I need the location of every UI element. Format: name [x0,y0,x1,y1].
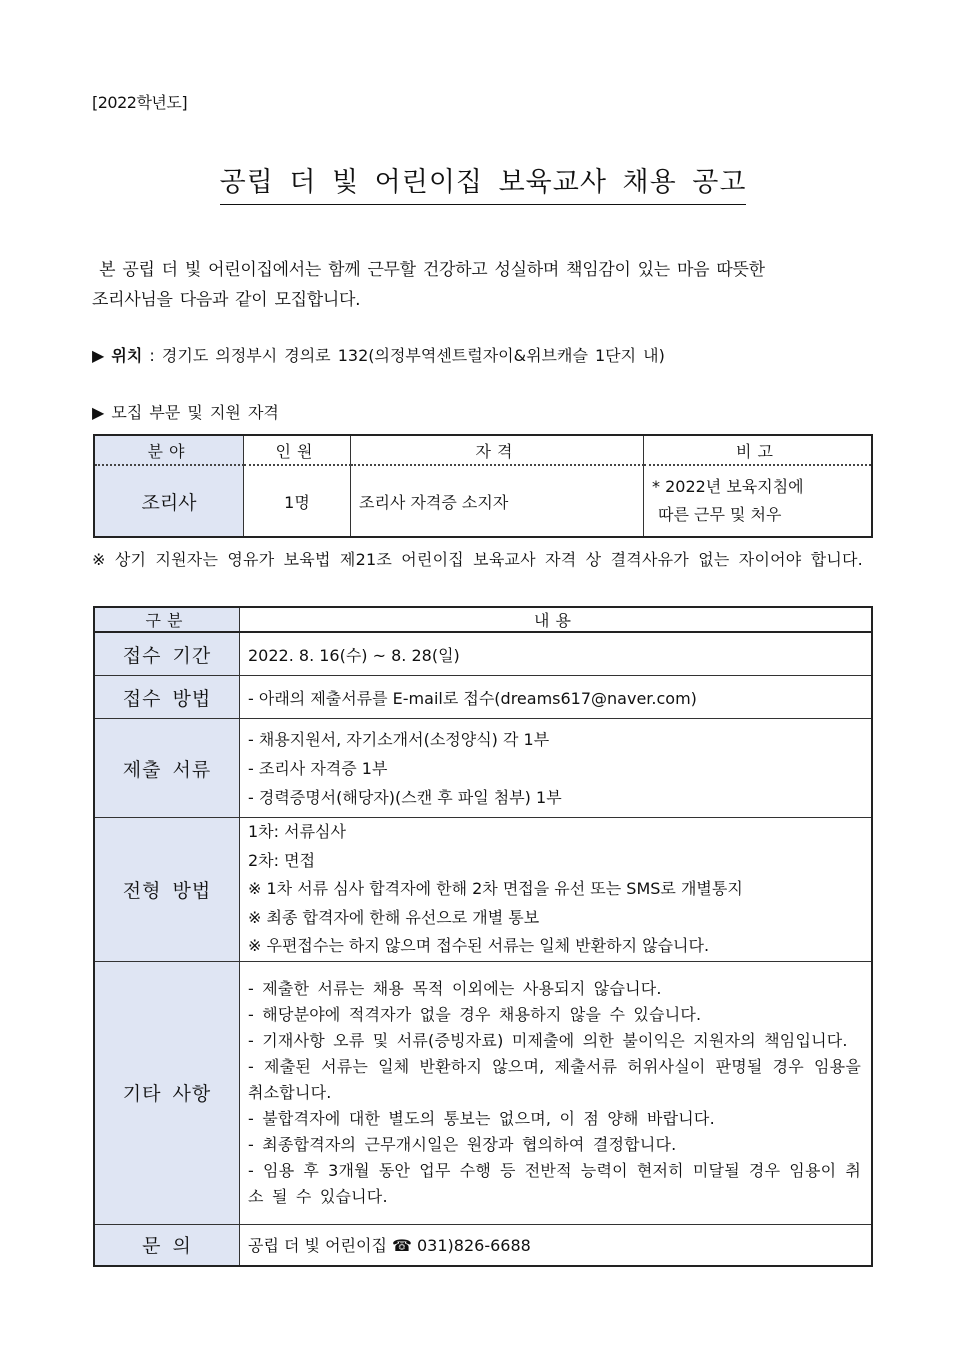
header-count: 인원 [244,435,351,465]
period-label: 접수 기간 [94,632,240,676]
location-line [92,343,665,366]
other-item: - 최종합격자의 근무개시일은 원장과 협의하여 결정합니다. [248,1134,677,1154]
cell-note [644,465,873,537]
other-value [240,961,873,1224]
intro-line-1: 본 공립 더 빛 어린이집에서는 함께 근무할 건강하고 성실하며 책임감이 있는 마음 따뜻한 [99,260,765,280]
recruit-heading-text: 모집 부문 및 지원 자격 [111,403,279,422]
method-value: - 아래의 제출서류를 E-mail로 접수(dreams617@naver.com) [240,676,873,719]
location-label: 위치 [111,346,143,365]
selection-item: 1차: 서류심사 [248,822,346,841]
info-table [93,606,873,1267]
other-item: - 불합격자에 대한 별도의 통보는 없으며, 이 점 양해 바랍니다. [248,1108,715,1128]
selection-label: 전형 방법 [94,818,240,962]
selection-item: ※ 최종 합격자에 한해 유선으로 개별 통보 [248,907,540,927]
note-line-1: * 2022년 보육지침에 [652,477,804,496]
other-item: - 임용 후 3개월 동안 업무 수행 등 전반적 능력이 현저히 미달될 경우 임용이 취소 될 수 있습니다. [248,1160,861,1206]
note-line-2: 따른 근무 및 처우 [658,505,782,524]
header-content: 내용 [240,607,873,632]
document-item: - 채용지원서, 자기소개서(소정양식) 각 1부 [248,729,550,749]
page-title-text: 공립 더 빛 어린이집 보육교사 채용 공고 [220,167,747,205]
document-item: - 경력증명서(해당자)(스캔 후 파일 첨부) 1부 [248,787,562,807]
intro-line-2: 조리사님을 다음과 같이 모집합니다. [92,290,361,310]
other-item: - 기재사항 오류 및 서류(증빙자료) 미제출에 의한 불이익은 지원자의 책임입니다. [248,1030,848,1050]
row-selection [94,818,872,962]
intro-paragraph [92,255,872,315]
selection-item: ※ 1차 서류 심사 합격자에 한해 2차 면접을 유선 또는 SMS로 개별통지 [248,879,743,898]
contact-label: 문 의 [94,1224,240,1266]
other-item: - 해당분야에 적격자가 없을 경우 채용하지 않을 수 있습니다. [248,1004,702,1024]
other-label: 기타 사항 [94,961,240,1224]
method-label: 접수 방법 [94,676,240,719]
recruit-table-row [94,465,872,537]
period-value: 2022. 8. 16(수) ~ 8. 28(일) [240,632,873,676]
selection-item: ※ 우편접수는 하지 않으며 접수된 서류는 일체 반환하지 않습니다. [248,936,710,955]
triangle-marker-icon: ▶ [92,403,105,422]
info-table-header [94,607,872,632]
cell-qualification: 조리사 자격증 소지자 [351,465,644,537]
location-separator: : [149,346,155,365]
recruit-table [93,434,873,538]
contact-value: 공립 더 빛 어린이집 ☎ 031)826-6688 [240,1224,873,1266]
row-contact [94,1224,872,1266]
recruit-table-header [94,435,872,465]
document-item: - 조리사 자격증 1부 [248,758,388,778]
header-field: 분야 [94,435,244,465]
recruit-section-heading [92,400,279,423]
header-note: 비고 [644,435,873,465]
documents-value [240,719,873,818]
row-method [94,676,872,719]
documents-label: 제출 서류 [94,719,240,818]
row-period [94,632,872,676]
year-label: [2022학년도] [92,93,188,112]
selection-value [240,818,873,962]
triangle-marker-icon: ▶ [92,346,105,365]
location-value: 경기도 의정부시 경의로 132(의정부역센트럴자이&위브캐슬 1단지 내) [161,346,665,365]
cell-count: 1명 [244,465,351,537]
other-item: - 제출한 서류는 채용 목적 이외에는 사용되지 않습니다. [248,978,662,998]
header-qualification: 자격 [351,435,644,465]
eligibility-notice: ※ 상기 지원자는 영유가 보육법 제21조 어린이집 보육교사 자격 상 결격사유가 없는 자이어야 합니다. [92,550,863,569]
other-item: - 제출된 서류는 일체 반환하지 않으며, 제출서류 허위사실이 판명될 경우 임용을 취소합니다. [248,1056,861,1102]
selection-item: 2차: 면접 [248,850,316,870]
page-title [0,160,966,199]
cell-field: 조리사 [94,465,244,537]
header-category: 구분 [94,607,240,632]
row-documents [94,719,872,818]
row-other [94,961,872,1224]
